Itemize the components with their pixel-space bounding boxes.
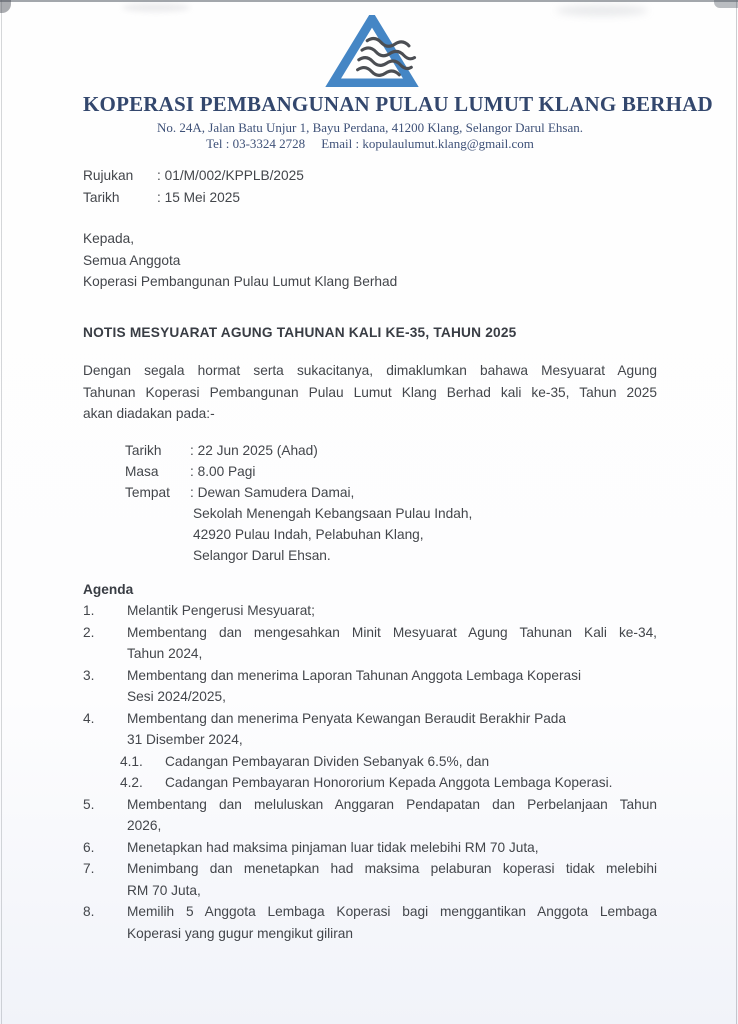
reference-block <box>83 165 657 208</box>
text-line: Cadangan Pembayaran Honororium Kepada Anggota Lembaga Koperasi. <box>165 775 613 790</box>
photo-corner-mark <box>0 0 11 13</box>
meeting-details <box>125 440 657 566</box>
agenda-item-text <box>127 858 657 901</box>
org-name: KOPERASI PEMBANGUNAN PULAU LUMUT KLANG BERHAD <box>83 92 713 116</box>
text-line: Membentang dan meluluskan Anggaran Pendapatan dan Perbelanjaan Tahun <box>127 796 657 812</box>
text-line: Tahunan Koperasi Pembangunan Pulau Lumut Klang Berhad kali ke-35, Tahun 2025 <box>83 384 657 400</box>
org-address: No. 24A, Jalan Batu Unjur 1, Bayu Perdana, 41200 Klang, Selangor Darul Ehsan. <box>156 120 584 135</box>
notice-intro <box>83 360 657 425</box>
agenda-item-number: 8. <box>83 904 95 919</box>
agenda-item-text <box>127 837 657 859</box>
text-line: Selangor Darul Ehsan. <box>193 547 331 563</box>
agenda-item-number: 5. <box>83 796 95 812</box>
detail-row <box>125 482 657 566</box>
photo-corner-mark <box>714 0 738 8</box>
org-logo-icon <box>83 12 657 91</box>
photo-edge-left <box>1 0 2 1024</box>
agenda-item-text <box>127 600 657 622</box>
agenda-item <box>120 772 657 794</box>
text-line: Menetapkan had maksima pinjaman luar tidak melebihi RM 70 Juta, <box>127 839 539 855</box>
detail-value <box>190 482 472 566</box>
text-line: : 8.00 Pagi <box>190 463 256 479</box>
text-line: Membentang dan menerima Penyata Kewangan Beraudit Berakhir Pada <box>127 710 567 726</box>
agenda-item-text <box>127 708 657 751</box>
org-email: Email : kopulaulumut.klang@gmail.com <box>321 136 534 151</box>
text-line: akan diadakan pada:- <box>83 406 215 421</box>
text-line: Koperasi yang gugur mengikut giliran <box>127 925 353 941</box>
agenda-list <box>83 600 657 944</box>
detail-row <box>125 461 657 482</box>
text-line: 42920 Pulau Indah, Pelabuhan Klang, <box>193 526 424 542</box>
photo-edge-right <box>736 0 737 1024</box>
agenda-item <box>120 751 657 773</box>
agenda-heading: Agenda <box>83 581 134 597</box>
text-line: Membentang dan menerima Laporan Tahunan Anggota Lembaga Koperasi <box>127 667 582 683</box>
reference-row <box>83 165 657 187</box>
agenda-item-text <box>165 772 657 794</box>
detail-row <box>125 440 657 461</box>
text-line: Cadangan Pembayaran Dividen Sebanyak 6.5%, dan <box>165 753 490 769</box>
agenda-item-number: 1. <box>83 603 95 618</box>
text-line: Dengan segala hormat serta sukacitanya, dimaklumkan bahawa Mesyuarat Agung <box>83 363 657 378</box>
agenda-item <box>83 622 657 665</box>
agenda-item-number: 3. <box>83 667 95 683</box>
agenda-item-number: 2. <box>83 624 95 640</box>
agenda-item-number: 4. <box>83 710 95 726</box>
text-line: Membentang dan mengesahkan Minit Mesyuarat Agung Tahunan Kali ke-34, <box>127 624 657 640</box>
agenda-item-text <box>127 794 657 837</box>
agenda-item <box>83 837 657 859</box>
agenda-item <box>83 600 657 622</box>
photo-smudge <box>122 3 190 12</box>
text-line: 2026, <box>127 818 162 833</box>
agenda-item-number: 4.2. <box>120 775 143 790</box>
text-line: Melantik Pengerusi Mesyuarat; <box>127 603 315 618</box>
detail-value <box>190 461 255 482</box>
detail-value <box>190 440 318 461</box>
agenda-item <box>83 858 657 901</box>
detail-label: Masa <box>125 463 159 479</box>
agenda-item-number: 7. <box>83 861 95 876</box>
text-line: : Dewan Samudera Damai, <box>190 484 355 500</box>
ref-value: : 01/M/002/KPPLB/2025 <box>157 168 304 183</box>
detail-label: Tarikh <box>125 442 162 458</box>
date-row <box>83 187 657 209</box>
recipient-line: Kepada, <box>83 231 134 246</box>
agenda-item <box>83 794 657 837</box>
text-line: : 22 Jun 2025 (Ahad) <box>190 442 318 458</box>
letterhead <box>83 12 713 152</box>
agenda-item-text <box>165 751 657 773</box>
date-value: : 15 Mei 2025 <box>157 189 240 205</box>
recipient-block <box>83 228 657 293</box>
agenda-item-text <box>127 665 657 708</box>
letter-content <box>83 12 713 944</box>
agenda-item-text <box>127 622 657 665</box>
agenda-item-number: 4.1. <box>120 753 143 769</box>
text-line: Sekolah Menengah Kebangsaan Pulau Indah, <box>193 505 473 521</box>
agenda-item <box>83 665 657 708</box>
text-line: Menimbang dan menetapkan had maksima pelaburan koperasi tidak melebihi <box>127 861 657 876</box>
recipient-line: Semua Anggota <box>83 252 181 268</box>
text-line: Sesi 2024/2025, <box>127 689 226 704</box>
text-line: 31 Disember 2024, <box>127 732 243 747</box>
agenda-item-text <box>127 901 657 944</box>
notice-title: NOTIS MESYUARAT AGUNG TAHUNAN KALI KE-35, TAHUN 2025 <box>83 324 517 340</box>
agenda-item <box>83 708 657 751</box>
agenda-item <box>83 901 657 944</box>
text-line: Memilih 5 Anggota Lembaga Koperasi bagi menggantikan Anggota Lembaga <box>127 904 657 919</box>
detail-label: Tempat <box>125 484 170 500</box>
text-line: RM 70 Juta, <box>127 882 201 898</box>
org-contact <box>83 136 657 152</box>
org-tel: Tel : 03-3324 2728 <box>206 136 306 151</box>
ref-label: Rujukan <box>83 168 134 183</box>
recipient-line: Koperasi Pembangunan Pulau Lumut Klang Berhad <box>83 274 398 289</box>
agenda-item-number: 6. <box>83 839 95 855</box>
text-line: Tahun 2024, <box>127 646 203 661</box>
date-label: Tarikh <box>83 189 120 205</box>
photo-edge-top <box>0 0 738 2</box>
